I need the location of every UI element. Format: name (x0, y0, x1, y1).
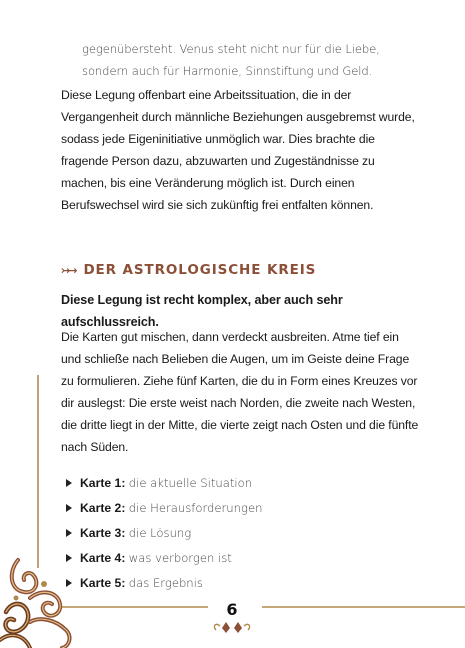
card-meaning: die aktuelle Situation (128, 475, 253, 490)
bullet-icon (66, 529, 72, 537)
corner-flourish-icon (0, 560, 69, 648)
card-label: Karte 2: (80, 500, 126, 515)
paragraph-instructions: Die Karten gut mischen, dann verdeckt ausbreiten. Atme tief ein und schließe nach Belieben die Augen, um im Geiste deine Frage zu formulieren. Ziehe fünf Karten, die du in Form eines Kreuzes vor dir auslegst: Die erste weist nach Norden, die zweite nach Westen, die dritte liegt in der Mitte, die vierte zeigt nach Osten und die fünfte nach Süden. (61, 330, 419, 454)
card-list (66, 470, 262, 595)
card-meaning: die Lösung (128, 525, 192, 540)
section-heading (61, 258, 421, 282)
list-item (66, 570, 262, 595)
card-meaning: was verborgen ist (128, 550, 232, 565)
intro-continuation-text: gegenübersteht. Venus steht nicht nur für die Liebe, sondern auch für Harmonie, Sinnstiftung und Geld. (82, 42, 380, 78)
list-item (66, 545, 262, 570)
section-title: DER ASTROLOGISCHE KREIS (83, 262, 317, 278)
list-item (66, 470, 262, 495)
list-item (66, 495, 262, 520)
card-label: Karte 5: (80, 575, 126, 590)
page-number: 6 (226, 600, 238, 619)
list-item (66, 520, 262, 545)
card-label: Karte 1: (80, 475, 126, 490)
bullet-icon (66, 554, 72, 562)
bullet-icon (66, 579, 72, 587)
page-number-ornament-icon (214, 622, 249, 633)
section-subtitle: Diese Legung ist recht komplex, aber auch sehr aufschlussreich. (61, 293, 343, 329)
card-label: Karte 4: (80, 550, 126, 565)
card-meaning: das Ergebnis (128, 575, 203, 590)
arrow-icon: ↣→ (61, 263, 76, 277)
bullet-icon (66, 504, 72, 512)
card-meaning: die Herausforderungen (128, 500, 263, 515)
paragraph-interpretation: Diese Legung offenbart eine Arbeitssituation, die in der Vergangenheit durch männliche Beziehungen ausgebremst wurde, sodass jede Eigeninitiative unmöglich war. Dies brachte die fragende Person dazu, abzuwarten und Zugeständnisse zu machen, bis eine Veränderung möglich ist. Durch einen Berufswechsel wird sie sich zukünftig frei entfalten können. (61, 88, 415, 212)
card-label: Karte 3: (80, 525, 126, 540)
bullet-icon (66, 479, 72, 487)
